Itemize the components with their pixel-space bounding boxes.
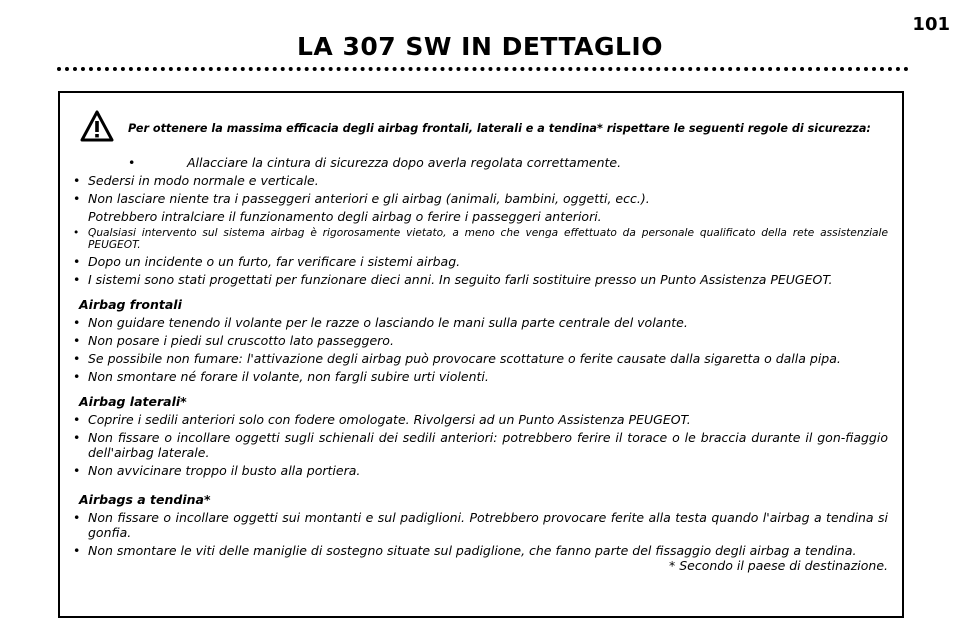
list-item-continuation: Potrebbero intralciare il funzionamento degli airbag o ferire i passeggeri anteriori. xyxy=(88,209,602,224)
list-item: • I sistemi sono stati progettati per funzionare dieci anni. In seguito farli sostituire presso un Punto Assistenza PEUGEOT. xyxy=(70,272,888,287)
section-heading-tendina: Airbags a tendina* xyxy=(79,492,211,507)
intro-text: Per ottenere la massima efficacia degli airbag frontali, laterali e a tendina* rispettare le seguenti regole di sicurezza: xyxy=(128,122,871,135)
list-item: • Coprire i sedili anteriori solo con fodere omologate. Rivolgersi ad un Punto Assistenza PEUGEOT. xyxy=(70,412,888,427)
list-item: • Non fissare o incollare oggetti sugli schienali dei sedili anteriori: potrebbero ferire il torace o le braccia durante il gon-fiaggio dell'airbag laterale. xyxy=(70,430,888,460)
page-number: 101 xyxy=(912,14,950,35)
list-item: • Se possibile non fumare: l'attivazione degli airbag può provocare scottature o ferite causate dalla sigaretta o dalla pipa. xyxy=(70,351,888,366)
list-item: • Allacciare la cintura di sicurezza dopo averla regolata correttamente. xyxy=(70,155,888,170)
warning-triangle-icon xyxy=(80,110,114,142)
safety-notice-box xyxy=(58,91,904,618)
page-title: LA 307 SW IN DETTAGLIO xyxy=(296,32,663,61)
list-item: • Non smontare le viti delle maniglie di sostegno situate sul padiglione, che fanno parte del fissaggio degli airbag a tendina. xyxy=(70,543,888,558)
dotted-divider xyxy=(57,67,909,71)
section-heading-laterali: Airbag laterali* xyxy=(79,394,187,409)
list-item: • Non guidare tenendo il volante per le razze o lasciando le mani sulla parte centrale del volante. xyxy=(70,315,888,330)
list-item: • Non posare i piedi sul cruscotto lato passeggero. xyxy=(70,333,888,348)
list-item: • Dopo un incidente o un furto, far verificare i sistemi airbag. xyxy=(70,254,888,269)
list-item: • Non avvicinare troppo il busto alla portiera. xyxy=(70,463,888,478)
list-item: • Sedersi in modo normale e verticale. xyxy=(70,173,888,188)
list-item: • Non lasciare niente tra i passeggeri anteriori e gli airbag (animali, bambini, oggetti, ecc.). xyxy=(70,191,888,206)
list-item: • Qualsiasi intervento sul sistema airbag è rigorosamente vietato, a meno che venga effettuato da personale qualificato della rete assistenziale PEUGEOT. xyxy=(70,227,888,251)
section-heading-frontali: Airbag frontali xyxy=(79,297,182,312)
safety-rules xyxy=(70,155,888,573)
footnote: * Secondo il paese di destinazione. xyxy=(669,558,888,573)
list-item: • Non fissare o incollare oggetti sui montanti e sul padiglioni. Potrebbero provocare ferite alla testa quando l'airbag a tendina si gonfia. xyxy=(70,510,888,540)
list-item: • Non smontare né forare il volante, non fargli subire urti violenti. xyxy=(70,369,888,384)
